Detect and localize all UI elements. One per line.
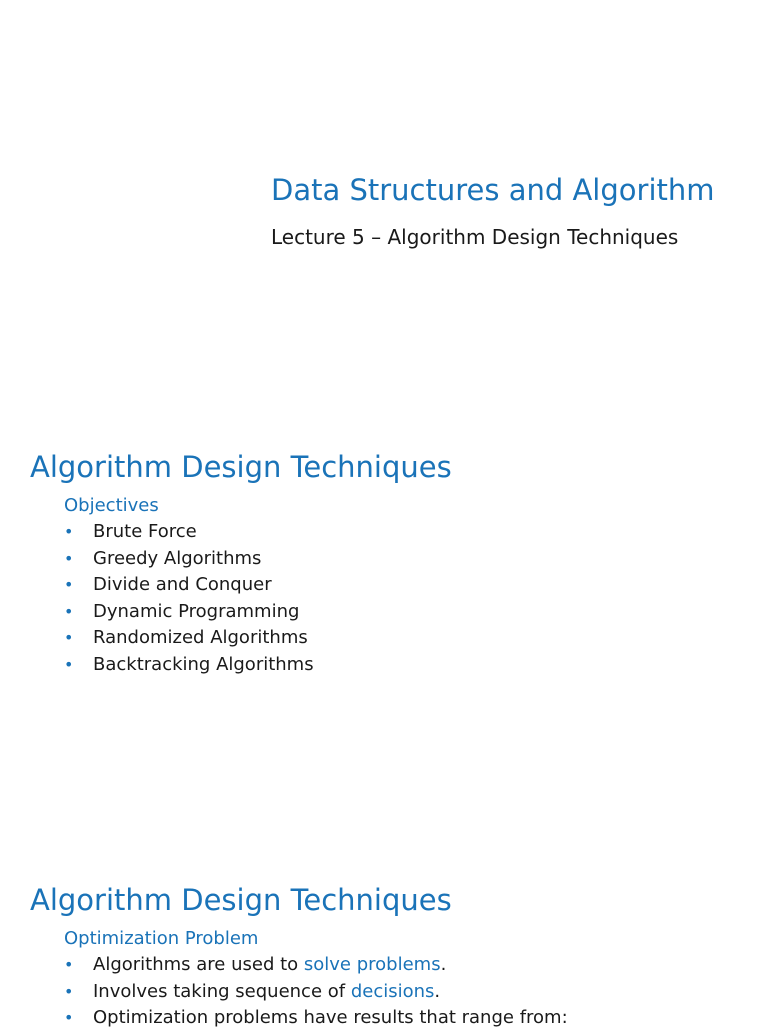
objectives-slide <box>0 430 768 830</box>
list-item <box>64 979 568 1006</box>
list-item-text: Randomized Algorithms <box>93 627 308 648</box>
section-label: Objectives <box>64 495 159 516</box>
bullet-icon: • <box>64 522 74 541</box>
list-item <box>64 652 314 679</box>
bullet-icon: • <box>64 955 74 974</box>
bullet-icon: • <box>64 548 74 568</box>
list-item <box>64 599 314 626</box>
list-item-text: Algorithms are used to <box>93 954 304 975</box>
deck-subtitle: Lecture 5 – Algorithm Design Techniques <box>271 225 679 249</box>
slide-heading: Algorithm Design Techniques <box>30 883 452 917</box>
bullet-icon: • <box>64 601 74 621</box>
bullet-icon: • <box>64 575 74 594</box>
highlight-text: decisions <box>350 980 435 1002</box>
list-item <box>64 519 314 546</box>
slide-heading: Algorithm Design Techniques <box>30 450 452 484</box>
list-item-text: Backtracking Algorithms <box>93 653 314 675</box>
list-item-text: Divide and Conquer <box>93 574 272 595</box>
list-item-text: Involves taking sequence of <box>93 980 351 1002</box>
section-label: Optimization Problem <box>64 928 259 949</box>
list-item <box>64 572 314 599</box>
list-item-text: Greedy Algorithms <box>93 547 262 569</box>
bullet-icon: • <box>64 628 74 647</box>
list-item-text: . <box>434 980 441 1002</box>
list-item <box>64 952 568 979</box>
list-item-text: Dynamic Programming <box>93 600 300 622</box>
list-item-text: Optimization problems have results that range from: <box>93 1007 568 1028</box>
bullet-icon: • <box>64 654 74 674</box>
list-item-text: Brute Force <box>93 521 197 542</box>
bullet-icon: • <box>64 981 74 1001</box>
list-item <box>64 546 314 573</box>
highlight-text: solve problems <box>303 954 441 975</box>
bullet-icon: • <box>64 1008 74 1027</box>
optimization-slide <box>0 862 768 1028</box>
list-item-text: . <box>440 954 447 975</box>
list-item <box>64 1005 568 1032</box>
objectives-list <box>64 519 314 678</box>
deck-title: Data Structures and Algorithm <box>271 173 715 207</box>
list-item <box>64 625 314 652</box>
title-slide <box>0 0 768 420</box>
optimization-list <box>64 952 568 1032</box>
